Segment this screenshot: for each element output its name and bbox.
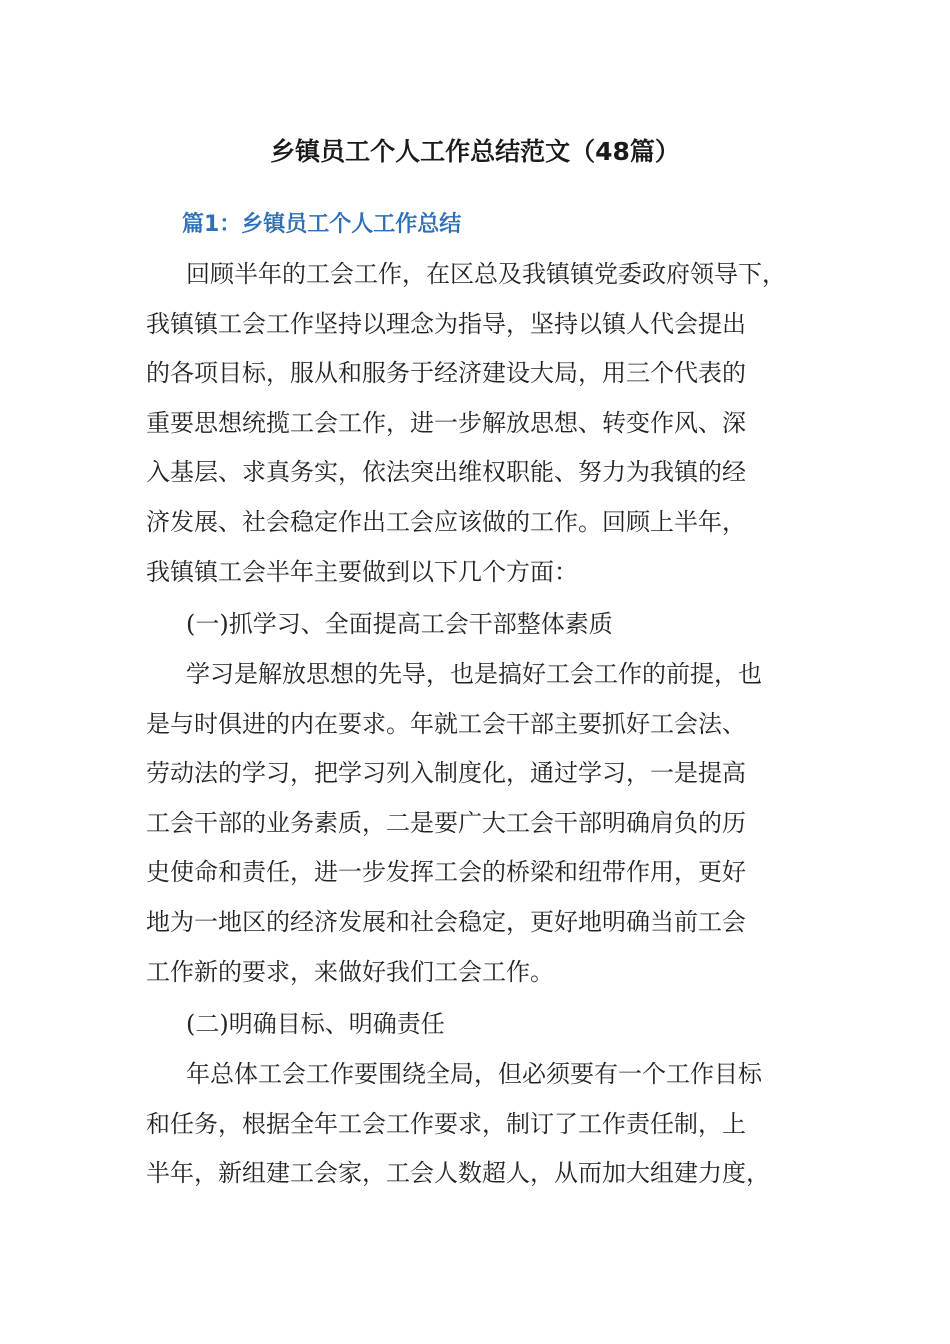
paragraph-line: 学习是解放思想的先导，也是搞好工会工作的前提，也: [186, 660, 762, 688]
paragraph-line: 工会干部的业务素质，二是要广大工会干部明确肩负的历: [146, 808, 746, 837]
paragraph-1: [146, 250, 826, 597]
paragraph-2: [146, 650, 826, 997]
paragraph-line: 我镇镇工会半年主要做到以下几个方面：: [146, 557, 578, 586]
paragraph-line: 入基层、求真务实，依法突出维权职能、努力为我镇的经: [146, 458, 746, 487]
paragraph-3: [146, 1050, 826, 1199]
subheading-2-block: [146, 1000, 826, 1050]
paragraph-line: 工作新的要求，来做好我们工会工作。: [146, 957, 554, 986]
subheading-2: (二)明确目标、明确责任: [186, 1010, 445, 1038]
paragraph-line: 重要思想统揽工会工作，进一步解放思想、转变作风、深: [146, 408, 746, 437]
paragraph-line: 年总体工会工作要围绕全局，但必须要有一个工作目标: [186, 1060, 762, 1088]
paragraph-line: 劳动法的学习，把学习列入制度化，通过学习，一是提高: [146, 759, 746, 788]
paragraph-line: 是与时俱进的内在要求。年就工会干部主要抓好工会法、: [146, 709, 746, 738]
paragraph-line: 史使命和责任，进一步发挥工会的桥梁和纽带作用，更好: [146, 858, 746, 887]
paragraph-line: 济发展、社会稳定作出工会应该做的工作。回顾上半年，: [146, 507, 746, 536]
section-heading: 篇1：乡镇员工个人工作总结: [182, 212, 462, 237]
subheading-1-block: [146, 600, 826, 650]
paragraph-line: 地为一地区的经济发展和社会稳定，更好地明确当前工会: [146, 907, 746, 936]
paragraph-line: 和任务，根据全年工会工作要求，制订了工作责任制，上: [146, 1109, 746, 1138]
subheading-1: (一)抓学习、全面提高工会干部整体素质: [186, 610, 613, 638]
paragraph-line: 回顾半年的工会工作，在区总及我镇镇党委政府领导下，: [186, 260, 786, 288]
paragraph-line: 我镇镇工会工作坚持以理念为指导，坚持以镇人代会提出: [146, 309, 746, 338]
paragraph-line: 半年，新组建工会家，工会人数超人，从而加大组建力度，: [146, 1159, 770, 1188]
document-title: 乡镇员工个人工作总结范文（48篇）: [270, 137, 680, 166]
paragraph-line: 的各项目标，服从和服务于经济建设大局，用三个代表的: [146, 359, 746, 388]
